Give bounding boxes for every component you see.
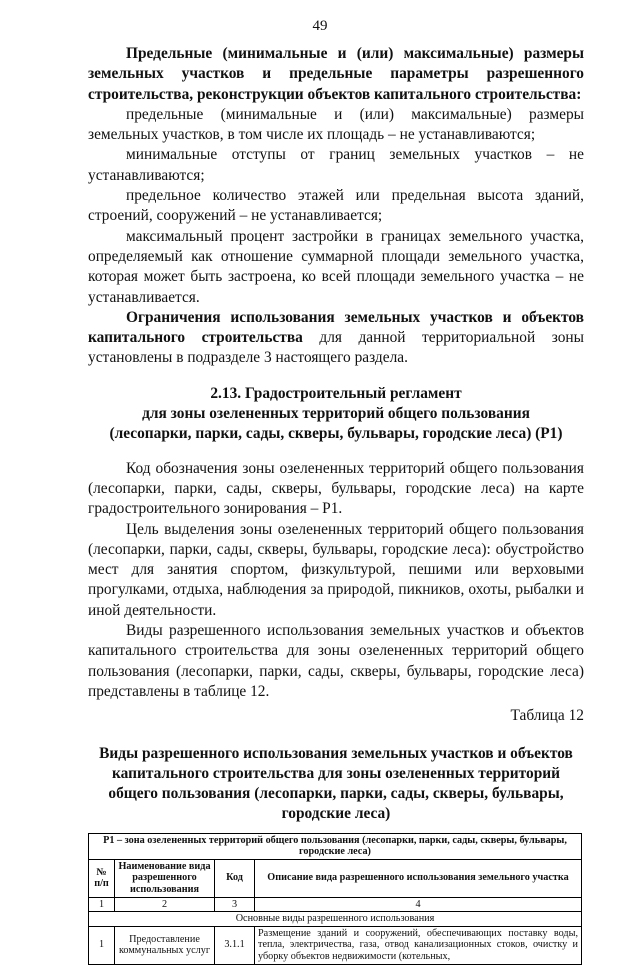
section-heading-line-3: (лесопарки, парки, сады, скверы, бульвары, городские леса) (Р1)	[109, 425, 563, 443]
limit-item-setbacks: минимальные отступы от границ земельных участков – не устанавливаются;	[88, 146, 584, 184]
zone-code-paragraph: Код обозначения зоны озелененных территорий общего пользования (лесопарки, парки, сады, скверы, бульвары, городские леса) на карте градостроительного зонирования – Р1.	[88, 459, 584, 518]
page-number: 49	[312, 18, 328, 34]
col-header-num: № п/п	[89, 859, 115, 897]
table-title: Виды разрешенного использования земельных участков и объектов капитального строительства для зоны озелененных территорий общего пользования (лесопарки, парки, сады, скверы, бульвары, городские леса)	[99, 744, 573, 823]
restrictions-bold: Ограничения использования земельных участков и объектов капитального строительства	[88, 308, 584, 347]
limit-item-area: предельные (минимальные и (или) максимальные) размеры земельных участков, в том числе их площадь – не устанавливаются;	[88, 105, 584, 144]
restrictions-rest: для данной территориальной зоны установлены в подразделе 3 настоящего раздела.	[88, 329, 584, 367]
table-label: Таблица 12	[510, 707, 584, 725]
restrictions-paragraph	[88, 308, 584, 369]
zone-header-cell: Р1 – зона озелененных территорий общего пользования (лесопарки, парки, сады, скверы, бульвары, городские леса)	[89, 833, 582, 859]
limit-item-floors: предельное количество этажей или предельная высота зданий, строений, сооружений – не устанавливается;	[88, 187, 584, 225]
subheader-row	[89, 912, 582, 927]
row-num: 1	[89, 926, 115, 964]
section-heading-line-1: 2.13. Градостроительный регламент	[210, 384, 462, 402]
col-number-1: 1	[89, 897, 115, 912]
row-code: 3.1.1	[215, 926, 255, 964]
limits-heading: Предельные (минимальные и (или) максимальные) размеры земельных участков и предельные параметры разрешенного строительства, реконструкции объектов капитального строительства:	[88, 45, 584, 103]
col-header-name: Наименование вида разрешенного использования	[115, 859, 215, 897]
subheader-cell: Основные виды разрешенного использования	[89, 912, 582, 927]
section-heading	[88, 384, 584, 445]
col-number-4: 4	[255, 897, 582, 912]
limit-item-coverage: максимальный процент застройки в границах земельного участка, определяемый как отношение суммарной площади земельного участка, которая может быть застроена, ко всей площади земельного участка – не устанавливается.	[88, 227, 584, 306]
uses-table	[88, 833, 582, 965]
col-header-description: Описание вида разрешенного использования земельного участка	[255, 859, 582, 897]
section-heading-line-2: для зоны озелененных территорий общего пользования	[142, 405, 530, 423]
column-header-row	[89, 859, 582, 897]
zone-uses-paragraph: Виды разрешенного использования земельных участков и объектов капитального строительства для зоны озелененных территорий общего пользования (лесопарки, парки, сады, скверы, бульвары, городские леса) представлены в таблице 12.	[88, 622, 584, 700]
table-row	[89, 926, 582, 964]
row-description: Размещение зданий и сооружений, обеспечивающих поставку воды, тепла, электричества, газа, отвод канализационных стоков, очистку и уборку объектов недвижимости (котельных,	[255, 926, 582, 964]
col-header-code: Код	[215, 859, 255, 897]
document-body	[88, 44, 584, 965]
zone-purpose-paragraph: Цель выделения зоны озелененных территорий общего пользования (лесопарки, парки, сады, скверы, бульвары, городские леса): обустройство мест для занятия спортом, физкультурой, пешими или верховыми прогулками, отдыха, наблюдения за природой, пикников, охоты, рыбалки и иной деятельности.	[88, 520, 584, 619]
zone-header-row	[89, 833, 582, 859]
col-number-2: 2	[115, 897, 215, 912]
row-use-name: Предоставление коммунальных услуг	[115, 926, 215, 964]
col-number-3: 3	[215, 897, 255, 912]
